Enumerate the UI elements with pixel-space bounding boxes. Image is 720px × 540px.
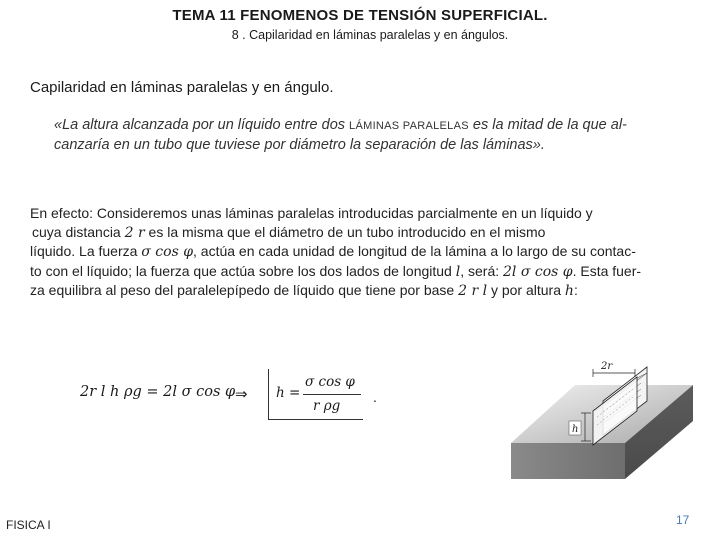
equation-numerator: σ cos φ: [305, 374, 355, 390]
equation-denominator: r ρg: [313, 398, 341, 414]
text-l4b: , será:: [460, 262, 504, 279]
equation-dot: .: [373, 389, 377, 405]
quote-block: [54, 116, 654, 155]
implies-arrow: ⇒: [235, 386, 248, 403]
section-heading: Capilaridad en láminas paralelas y en ángulo.: [30, 79, 334, 96]
slide-subtitle: 8 . Capilaridad en láminas paralelas y en ángulos.: [231, 28, 509, 42]
equation-balance: 2r l h ρg = 2l σ cos φ: [80, 384, 236, 400]
math-2r: 2 r: [124, 224, 145, 241]
math-h: h: [564, 283, 574, 299]
text-l3a: líquido. La fuerza: [30, 243, 142, 259]
text-l2a: cuya distancia: [32, 223, 125, 240]
label-h: h: [572, 424, 579, 435]
explanation-line-3: [30, 242, 684, 262]
quote-text-2: es la mitad de la que al-: [468, 117, 627, 133]
math-base: 2 r l: [458, 283, 488, 299]
quote-smallcaps: LÁMINAS PARALELAS: [349, 120, 469, 132]
math-l: l: [455, 263, 461, 280]
text-l2b: es la misma que el diámetro de un tubo introducido en el mismo: [144, 223, 546, 240]
text-l4a: to con el líquido; la fuerza que actúa sobre los dos lados de longitud: [30, 262, 456, 279]
explanation-paragraph: [30, 204, 684, 301]
text-l5b: y por altura: [487, 282, 565, 298]
page-number: 17: [676, 513, 690, 527]
label-2r: 2r: [601, 361, 613, 372]
slide-title: TEMA 11 FENOMENOS DE TENSIÓN SUPERFICIAL.: [172, 7, 548, 24]
footer-course: FISICA I: [6, 518, 51, 532]
text-l5c: :: [573, 282, 578, 298]
explanation-line-2: [30, 223, 684, 243]
equation-h: h =: [276, 385, 301, 401]
explanation-line-4: [30, 262, 684, 282]
math-sigma-cos: σ cos φ: [141, 244, 194, 260]
explanation-line-1: [30, 204, 684, 223]
text-l1: En efecto: Consideremos unas láminas paralelas introducidas parcialmente en un líquido y: [30, 205, 593, 221]
quote-text-1: «La altura alcanzada por un líquido entre dos: [54, 117, 350, 133]
parallel-plates-diagram: [505, 355, 697, 481]
fraction-bar: [303, 394, 361, 395]
text-l5a: za equilibra al peso del paralelepípedo de líquido que tiene por base: [30, 282, 459, 298]
explanation-line-5: [30, 281, 684, 301]
liquid-front-face: [511, 443, 625, 479]
math-force: 2l σ cos φ: [503, 263, 573, 280]
text-l4c: . Esta fuer-: [572, 262, 642, 279]
text-l3b: , actúa en cada unidad de longitud de la lámina a lo largo de su contac-: [193, 243, 636, 259]
quote-text-3: canzaría en un tubo que tuviese por diámetro la separación de las láminas».: [54, 137, 545, 153]
equation-result-box: [268, 369, 363, 420]
